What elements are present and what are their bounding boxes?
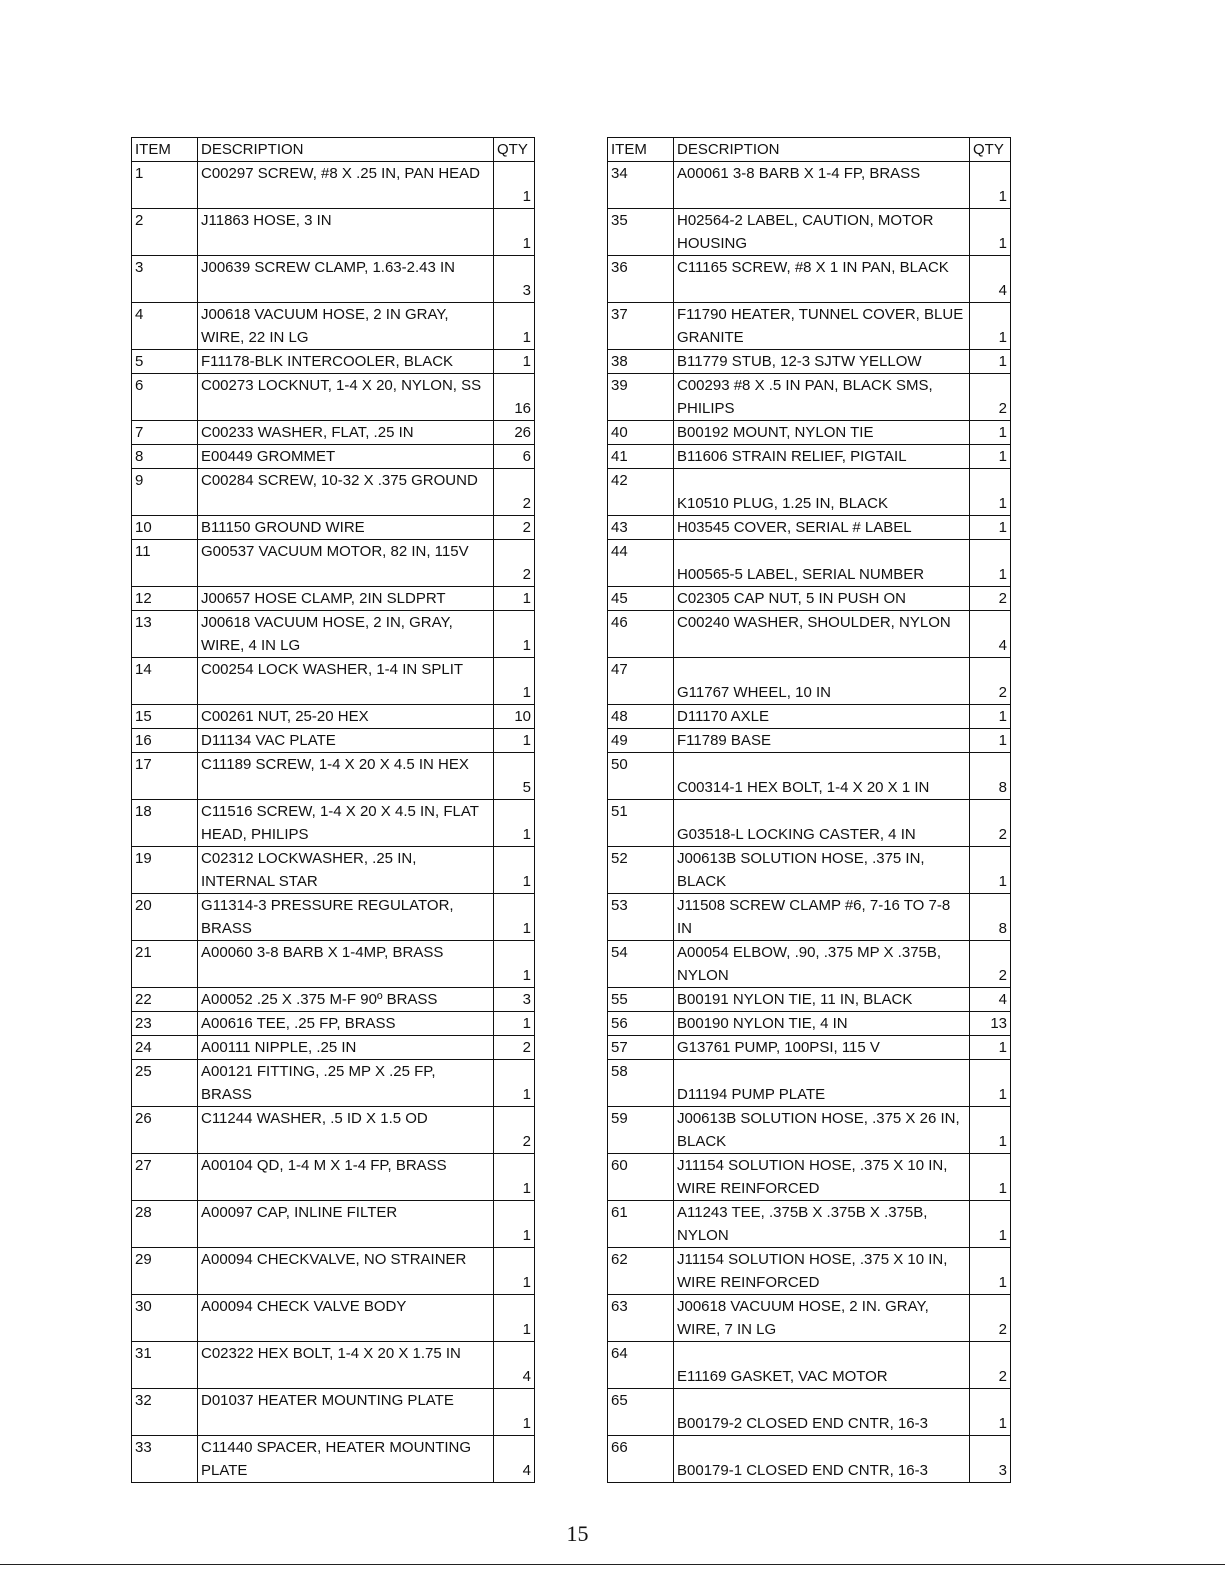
description-cell: C11244 WASHER, .5 ID X 1.5 OD bbox=[198, 1107, 494, 1154]
table-row bbox=[608, 988, 1011, 1012]
quantity-cell: 1 bbox=[970, 847, 1011, 894]
table-row bbox=[132, 1012, 535, 1036]
table-row bbox=[608, 445, 1011, 469]
table-row bbox=[608, 800, 1011, 847]
description-cell: F11178-BLK INTERCOOLER, BLACK bbox=[198, 350, 494, 374]
quantity-cell: 1 bbox=[970, 1248, 1011, 1295]
quantity-cell: 2 bbox=[494, 1107, 535, 1154]
item-number-cell: 26 bbox=[132, 1107, 198, 1154]
item-number-cell: 33 bbox=[132, 1436, 198, 1483]
description-cell: G11314-3 PRESSURE REGULATOR, BRASS bbox=[198, 894, 494, 941]
description-cell: J00613B SOLUTION HOSE, .375 IN, BLACK bbox=[674, 847, 970, 894]
description-cell: H03545 COVER, SERIAL # LABEL bbox=[674, 516, 970, 540]
table-row bbox=[608, 209, 1011, 256]
quantity-cell: 1 bbox=[494, 1201, 535, 1248]
quantity-cell: 2 bbox=[494, 1036, 535, 1060]
description-cell: E00449 GROMMET bbox=[198, 445, 494, 469]
table-row bbox=[608, 729, 1011, 753]
description-cell: A00060 3-8 BARB X 1-4MP, BRASS bbox=[198, 941, 494, 988]
item-number-cell: 58 bbox=[608, 1060, 674, 1107]
description-cell: C11440 SPACER, HEATER MOUNTING PLATE bbox=[198, 1436, 494, 1483]
table-row bbox=[608, 1012, 1011, 1036]
item-number-cell: 5 bbox=[132, 350, 198, 374]
table-row bbox=[608, 374, 1011, 421]
description-cell: J11508 SCREW CLAMP #6, 7-16 TO 7-8 IN bbox=[674, 894, 970, 941]
quantity-cell: 2 bbox=[970, 658, 1011, 705]
quantity-cell: 1 bbox=[494, 800, 535, 847]
item-number-cell: 64 bbox=[608, 1342, 674, 1389]
quantity-cell: 1 bbox=[970, 1389, 1011, 1436]
item-number-cell: 21 bbox=[132, 941, 198, 988]
quantity-cell: 1 bbox=[494, 611, 535, 658]
description-cell: C00273 LOCKNUT, 1-4 X 20, NYLON, SS bbox=[198, 374, 494, 421]
page-number: 15 bbox=[566, 1521, 589, 1546]
description-cell: B00179-2 CLOSED END CNTR, 16-3 bbox=[674, 1389, 970, 1436]
description-cell: B00179-1 CLOSED END CNTR, 16-3 bbox=[674, 1436, 970, 1483]
item-number-cell: 27 bbox=[132, 1154, 198, 1201]
item-number-cell: 23 bbox=[132, 1012, 198, 1036]
quantity-cell: 1 bbox=[494, 847, 535, 894]
quantity-cell: 13 bbox=[970, 1012, 1011, 1036]
item-number-cell: 4 bbox=[132, 303, 198, 350]
table-row bbox=[132, 1060, 535, 1107]
table-row bbox=[608, 705, 1011, 729]
item-number-cell: 28 bbox=[132, 1201, 198, 1248]
table-row bbox=[132, 894, 535, 941]
description-cell: D11134 VAC PLATE bbox=[198, 729, 494, 753]
quantity-cell: 2 bbox=[970, 374, 1011, 421]
table-row bbox=[132, 847, 535, 894]
quantity-cell: 2 bbox=[970, 1295, 1011, 1342]
item-number-cell: 13 bbox=[132, 611, 198, 658]
item-number-cell: 8 bbox=[132, 445, 198, 469]
item-number-cell: 51 bbox=[608, 800, 674, 847]
table-row bbox=[132, 587, 535, 611]
table-row bbox=[132, 1295, 535, 1342]
item-number-cell: 53 bbox=[608, 894, 674, 941]
item-number-cell: 15 bbox=[132, 705, 198, 729]
description-cell: B00192 MOUNT, NYLON TIE bbox=[674, 421, 970, 445]
description-cell: B00191 NYLON TIE, 11 IN, BLACK bbox=[674, 988, 970, 1012]
description-cell: C00261 NUT, 25-20 HEX bbox=[198, 705, 494, 729]
quantity-cell: 1 bbox=[494, 1154, 535, 1201]
description-cell: A00121 FITTING, .25 MP X .25 FP, BRASS bbox=[198, 1060, 494, 1107]
quantity-cell: 1 bbox=[970, 1060, 1011, 1107]
description-cell: B11150 GROUND WIRE bbox=[198, 516, 494, 540]
quantity-cell: 4 bbox=[494, 1436, 535, 1483]
description-cell: C00314-1 HEX BOLT, 1-4 X 20 X 1 IN bbox=[674, 753, 970, 800]
quantity-cell: 1 bbox=[494, 729, 535, 753]
table-row bbox=[608, 753, 1011, 800]
table-row bbox=[132, 941, 535, 988]
quantity-cell: 5 bbox=[494, 753, 535, 800]
item-number-cell: 2 bbox=[132, 209, 198, 256]
table-row bbox=[132, 1201, 535, 1248]
table-row bbox=[608, 894, 1011, 941]
quantity-cell: 1 bbox=[970, 516, 1011, 540]
quantity-cell: 4 bbox=[970, 988, 1011, 1012]
quantity-cell: 2 bbox=[970, 587, 1011, 611]
item-number-cell: 31 bbox=[132, 1342, 198, 1389]
table-row bbox=[132, 1342, 535, 1389]
table-row bbox=[132, 1036, 535, 1060]
table-row bbox=[132, 303, 535, 350]
description-cell: J00657 HOSE CLAMP, 2IN SLDPRT bbox=[198, 587, 494, 611]
quantity-cell: 16 bbox=[494, 374, 535, 421]
table-row bbox=[608, 1060, 1011, 1107]
description-cell: F11790 HEATER, TUNNEL COVER, BLUE GRANITE bbox=[674, 303, 970, 350]
description-cell: C11516 SCREW, 1-4 X 20 X 4.5 IN, FLAT HEAD, PHILIPS bbox=[198, 800, 494, 847]
item-number-cell: 39 bbox=[608, 374, 674, 421]
quantity-cell: 1 bbox=[494, 894, 535, 941]
quantity-cell: 1 bbox=[494, 587, 535, 611]
quantity-cell: 1 bbox=[494, 350, 535, 374]
description-cell: C02305 CAP NUT, 5 IN PUSH ON bbox=[674, 587, 970, 611]
quantity-cell: 1 bbox=[970, 350, 1011, 374]
description-cell: G11767 WHEEL, 10 IN bbox=[674, 658, 970, 705]
description-cell: J00639 SCREW CLAMP, 1.63-2.43 IN bbox=[198, 256, 494, 303]
description-cell: B00190 NYLON TIE, 4 IN bbox=[674, 1012, 970, 1036]
description-cell: A00104 QD, 1-4 M X 1-4 FP, BRASS bbox=[198, 1154, 494, 1201]
quantity-cell: 1 bbox=[970, 1201, 1011, 1248]
table-row bbox=[608, 421, 1011, 445]
table-row bbox=[132, 469, 535, 516]
item-column-header: ITEM bbox=[132, 138, 198, 162]
description-cell: F11789 BASE bbox=[674, 729, 970, 753]
table-row bbox=[132, 658, 535, 705]
description-cell: J11154 SOLUTION HOSE, .375 X 10 IN, WIRE REINFORCED bbox=[674, 1154, 970, 1201]
description-cell: A00094 CHECK VALVE BODY bbox=[198, 1295, 494, 1342]
quantity-cell: 8 bbox=[970, 753, 1011, 800]
description-cell: C00297 SCREW, #8 X .25 IN, PAN HEAD bbox=[198, 162, 494, 209]
table-row bbox=[132, 540, 535, 587]
table-row bbox=[132, 1107, 535, 1154]
table-row bbox=[608, 658, 1011, 705]
item-column-header: ITEM bbox=[608, 138, 674, 162]
item-number-cell: 61 bbox=[608, 1201, 674, 1248]
quantity-cell: 1 bbox=[970, 445, 1011, 469]
table-row bbox=[132, 1389, 535, 1436]
item-number-cell: 59 bbox=[608, 1107, 674, 1154]
description-cell: H02564-2 LABEL, CAUTION, MOTOR HOUSING bbox=[674, 209, 970, 256]
quantity-cell: 1 bbox=[970, 162, 1011, 209]
quantity-cell: 1 bbox=[494, 1389, 535, 1436]
description-cell: G03518-L LOCKING CASTER, 4 IN bbox=[674, 800, 970, 847]
description-cell: J00613B SOLUTION HOSE, .375 X 26 IN, BLACK bbox=[674, 1107, 970, 1154]
description-cell: J00618 VACUUM HOSE, 2 IN. GRAY, WIRE, 7 IN LG bbox=[674, 1295, 970, 1342]
item-number-cell: 46 bbox=[608, 611, 674, 658]
table-row bbox=[608, 847, 1011, 894]
table-row bbox=[608, 1154, 1011, 1201]
item-number-cell: 18 bbox=[132, 800, 198, 847]
description-cell: A11243 TEE, .375B X .375B X .375B, NYLON bbox=[674, 1201, 970, 1248]
table-row bbox=[132, 1436, 535, 1483]
quantity-cell: 3 bbox=[494, 988, 535, 1012]
description-cell: C00254 LOCK WASHER, 1-4 IN SPLIT bbox=[198, 658, 494, 705]
quantity-cell: 2 bbox=[494, 540, 535, 587]
item-number-cell: 55 bbox=[608, 988, 674, 1012]
quantity-cell: 1 bbox=[970, 303, 1011, 350]
description-cell: A00094 CHECKVALVE, NO STRAINER bbox=[198, 1248, 494, 1295]
quantity-cell: 1 bbox=[970, 1154, 1011, 1201]
quantity-cell: 1 bbox=[970, 729, 1011, 753]
item-number-cell: 52 bbox=[608, 847, 674, 894]
item-number-cell: 17 bbox=[132, 753, 198, 800]
quantity-cell: 1 bbox=[494, 1295, 535, 1342]
item-number-cell: 66 bbox=[608, 1436, 674, 1483]
description-cell: C02322 HEX BOLT, 1-4 X 20 X 1.75 IN bbox=[198, 1342, 494, 1389]
description-cell: A00054 ELBOW, .90, .375 MP X .375B, NYLON bbox=[674, 941, 970, 988]
item-number-cell: 7 bbox=[132, 421, 198, 445]
item-number-cell: 43 bbox=[608, 516, 674, 540]
table-row bbox=[608, 1342, 1011, 1389]
quantity-cell: 10 bbox=[494, 705, 535, 729]
quantity-cell: 1 bbox=[494, 162, 535, 209]
quantity-cell: 1 bbox=[494, 1248, 535, 1295]
item-number-cell: 16 bbox=[132, 729, 198, 753]
description-cell: A00111 NIPPLE, .25 IN bbox=[198, 1036, 494, 1060]
description-cell: K10510 PLUG, 1.25 IN, BLACK bbox=[674, 469, 970, 516]
item-number-cell: 22 bbox=[132, 988, 198, 1012]
description-cell: G13761 PUMP, 100PSI, 115 V bbox=[674, 1036, 970, 1060]
table-row bbox=[608, 256, 1011, 303]
description-cell: A00616 TEE, .25 FP, BRASS bbox=[198, 1012, 494, 1036]
table-row bbox=[132, 516, 535, 540]
item-number-cell: 35 bbox=[608, 209, 674, 256]
table-row bbox=[132, 256, 535, 303]
item-number-cell: 10 bbox=[132, 516, 198, 540]
quantity-cell: 2 bbox=[970, 1342, 1011, 1389]
description-cell: A00061 3-8 BARB X 1-4 FP, BRASS bbox=[674, 162, 970, 209]
description-cell: C00233 WASHER, FLAT, .25 IN bbox=[198, 421, 494, 445]
quantity-cell: 4 bbox=[970, 611, 1011, 658]
table-row bbox=[132, 988, 535, 1012]
quantity-cell: 1 bbox=[494, 1012, 535, 1036]
item-number-cell: 65 bbox=[608, 1389, 674, 1436]
description-cell: C00240 WASHER, SHOULDER, NYLON bbox=[674, 611, 970, 658]
bottom-rule bbox=[0, 1564, 1225, 1565]
item-number-cell: 9 bbox=[132, 469, 198, 516]
item-number-cell: 19 bbox=[132, 847, 198, 894]
quantity-cell: 1 bbox=[970, 421, 1011, 445]
item-number-cell: 44 bbox=[608, 540, 674, 587]
item-number-cell: 32 bbox=[132, 1389, 198, 1436]
table-row bbox=[608, 540, 1011, 587]
description-cell: A00052 .25 X .375 M-F 90º BRASS bbox=[198, 988, 494, 1012]
item-number-cell: 63 bbox=[608, 1295, 674, 1342]
item-number-cell: 49 bbox=[608, 729, 674, 753]
item-number-cell: 60 bbox=[608, 1154, 674, 1201]
table-row bbox=[132, 800, 535, 847]
description-cell: B11606 STRAIN RELIEF, PIGTAIL bbox=[674, 445, 970, 469]
table-row bbox=[608, 1295, 1011, 1342]
table-row bbox=[132, 753, 535, 800]
item-number-cell: 42 bbox=[608, 469, 674, 516]
item-number-cell: 38 bbox=[608, 350, 674, 374]
quantity-cell: 1 bbox=[970, 1036, 1011, 1060]
description-cell: C11189 SCREW, 1-4 X 20 X 4.5 IN HEX bbox=[198, 753, 494, 800]
qty-column-header: QTY bbox=[970, 138, 1011, 162]
parts-table-right-body bbox=[608, 162, 1011, 1483]
description-cell: H00565-5 LABEL, SERIAL NUMBER bbox=[674, 540, 970, 587]
description-cell: D11194 PUMP PLATE bbox=[674, 1060, 970, 1107]
quantity-cell: 1 bbox=[970, 1107, 1011, 1154]
item-number-cell: 25 bbox=[132, 1060, 198, 1107]
table-row bbox=[608, 611, 1011, 658]
item-number-cell: 1 bbox=[132, 162, 198, 209]
table-row bbox=[608, 469, 1011, 516]
quantity-cell: 1 bbox=[970, 469, 1011, 516]
table-row bbox=[608, 1389, 1011, 1436]
description-cell: E11169 GASKET, VAC MOTOR bbox=[674, 1342, 970, 1389]
quantity-cell: 3 bbox=[970, 1436, 1011, 1483]
table-row bbox=[608, 1201, 1011, 1248]
table-header-row bbox=[608, 138, 1011, 162]
quantity-cell: 4 bbox=[494, 1342, 535, 1389]
description-cell: J11154 SOLUTION HOSE, .375 X 10 IN, WIRE REINFORCED bbox=[674, 1248, 970, 1295]
table-row bbox=[608, 162, 1011, 209]
quantity-cell: 8 bbox=[970, 894, 1011, 941]
parts-table-left-body bbox=[132, 162, 535, 1483]
quantity-cell: 2 bbox=[494, 516, 535, 540]
description-cell: D11170 AXLE bbox=[674, 705, 970, 729]
quantity-cell: 1 bbox=[494, 303, 535, 350]
description-cell: C02312 LOCKWASHER, .25 IN, INTERNAL STAR bbox=[198, 847, 494, 894]
item-number-cell: 41 bbox=[608, 445, 674, 469]
quantity-cell: 2 bbox=[970, 800, 1011, 847]
table-row bbox=[132, 1248, 535, 1295]
description-cell: J00618 VACUUM HOSE, 2 IN GRAY, WIRE, 22 IN LG bbox=[198, 303, 494, 350]
table-row bbox=[608, 1036, 1011, 1060]
item-number-cell: 50 bbox=[608, 753, 674, 800]
item-number-cell: 37 bbox=[608, 303, 674, 350]
quantity-cell: 1 bbox=[970, 540, 1011, 587]
item-number-cell: 48 bbox=[608, 705, 674, 729]
description-cell: C00284 SCREW, 10-32 X .375 GROUND bbox=[198, 469, 494, 516]
table-row bbox=[608, 350, 1011, 374]
description-cell: C00293 #8 X .5 IN PAN, BLACK SMS, PHILIPS bbox=[674, 374, 970, 421]
item-number-cell: 20 bbox=[132, 894, 198, 941]
description-column-header: DESCRIPTION bbox=[674, 138, 970, 162]
table-row bbox=[608, 303, 1011, 350]
parts-table-left bbox=[131, 137, 535, 1483]
quantity-cell: 2 bbox=[970, 941, 1011, 988]
item-number-cell: 11 bbox=[132, 540, 198, 587]
item-number-cell: 29 bbox=[132, 1248, 198, 1295]
table-row bbox=[132, 421, 535, 445]
quantity-cell: 4 bbox=[970, 256, 1011, 303]
table-row bbox=[132, 1154, 535, 1201]
parts-table-right bbox=[607, 137, 1011, 1483]
table-row bbox=[132, 209, 535, 256]
description-cell: A00097 CAP, INLINE FILTER bbox=[198, 1201, 494, 1248]
table-row bbox=[608, 1436, 1011, 1483]
table-row bbox=[608, 516, 1011, 540]
item-number-cell: 45 bbox=[608, 587, 674, 611]
item-number-cell: 40 bbox=[608, 421, 674, 445]
table-row bbox=[608, 1107, 1011, 1154]
item-number-cell: 3 bbox=[132, 256, 198, 303]
table-row bbox=[132, 374, 535, 421]
table-row bbox=[132, 705, 535, 729]
description-cell: J11863 HOSE, 3 IN bbox=[198, 209, 494, 256]
table-row bbox=[132, 350, 535, 374]
table-row bbox=[608, 941, 1011, 988]
quantity-cell: 1 bbox=[494, 1060, 535, 1107]
quantity-cell: 1 bbox=[970, 209, 1011, 256]
description-cell: J00618 VACUUM HOSE, 2 IN, GRAY, WIRE, 4 IN LG bbox=[198, 611, 494, 658]
quantity-cell: 3 bbox=[494, 256, 535, 303]
table-row bbox=[132, 162, 535, 209]
item-number-cell: 62 bbox=[608, 1248, 674, 1295]
quantity-cell: 2 bbox=[494, 469, 535, 516]
table-row bbox=[132, 611, 535, 658]
quantity-cell: 1 bbox=[494, 209, 535, 256]
quantity-cell: 1 bbox=[494, 658, 535, 705]
item-number-cell: 56 bbox=[608, 1012, 674, 1036]
description-cell: G00537 VACUUM MOTOR, 82 IN, 115V bbox=[198, 540, 494, 587]
quantity-cell: 1 bbox=[494, 941, 535, 988]
item-number-cell: 34 bbox=[608, 162, 674, 209]
item-number-cell: 57 bbox=[608, 1036, 674, 1060]
quantity-cell: 26 bbox=[494, 421, 535, 445]
description-cell: B11779 STUB, 12-3 SJTW YELLOW bbox=[674, 350, 970, 374]
table-row bbox=[132, 729, 535, 753]
item-number-cell: 47 bbox=[608, 658, 674, 705]
quantity-cell: 6 bbox=[494, 445, 535, 469]
item-number-cell: 36 bbox=[608, 256, 674, 303]
table-header-row bbox=[132, 138, 535, 162]
table-row bbox=[608, 587, 1011, 611]
table-row bbox=[608, 1248, 1011, 1295]
item-number-cell: 24 bbox=[132, 1036, 198, 1060]
table-row bbox=[132, 445, 535, 469]
description-cell: C11165 SCREW, #8 X 1 IN PAN, BLACK bbox=[674, 256, 970, 303]
item-number-cell: 30 bbox=[132, 1295, 198, 1342]
item-number-cell: 12 bbox=[132, 587, 198, 611]
item-number-cell: 54 bbox=[608, 941, 674, 988]
item-number-cell: 14 bbox=[132, 658, 198, 705]
description-cell: D01037 HEATER MOUNTING PLATE bbox=[198, 1389, 494, 1436]
quantity-cell: 1 bbox=[970, 705, 1011, 729]
item-number-cell: 6 bbox=[132, 374, 198, 421]
qty-column-header: QTY bbox=[494, 138, 535, 162]
description-column-header: DESCRIPTION bbox=[198, 138, 494, 162]
